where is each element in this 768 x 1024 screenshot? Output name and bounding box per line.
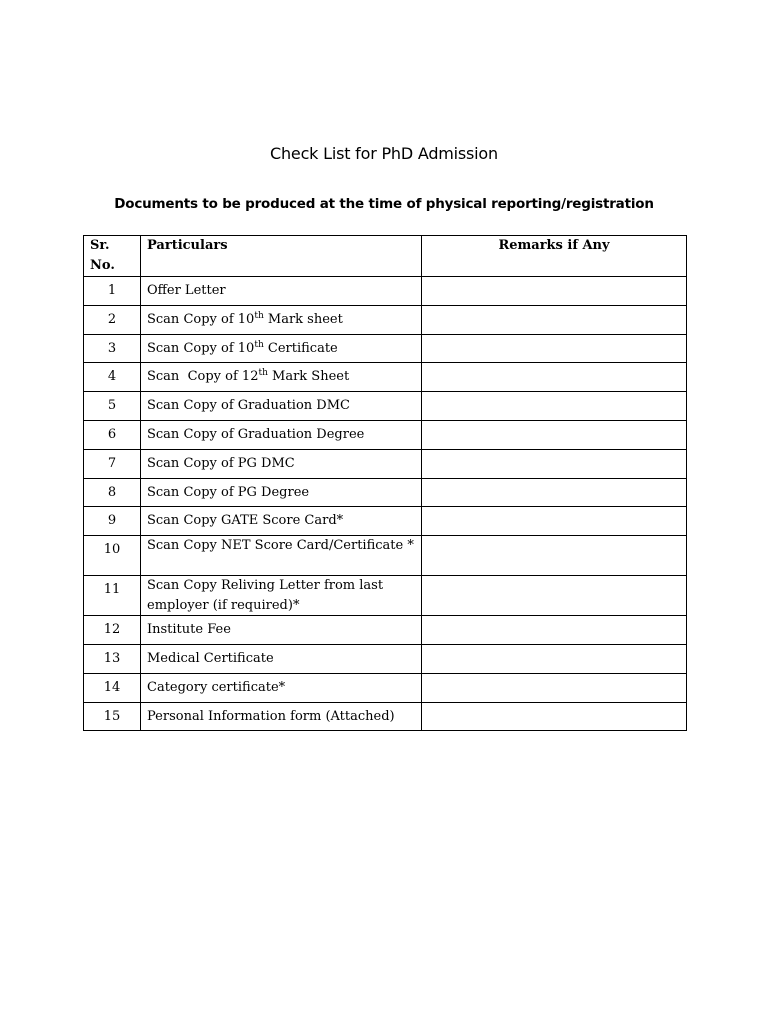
particular-text: Scan Copy of 10	[147, 340, 255, 356]
remarks-cell	[422, 420, 687, 449]
particular-cell	[141, 363, 422, 392]
sr-no-cell: 7	[84, 449, 141, 478]
particular-cell: Scan Copy GATE Score Card*	[141, 507, 422, 536]
remarks-cell	[422, 334, 687, 363]
particular-cell: Scan Copy of Graduation DMC	[141, 392, 422, 421]
sr-no-cell: 10	[84, 536, 141, 576]
particular-cell: Scan Copy NET Score Card/Certificate *	[141, 536, 422, 576]
ordinal-suffix: th	[258, 368, 268, 379]
table-row	[84, 392, 687, 421]
particular-cell: Scan Copy Reliving Letter from last employer (if required)*	[141, 576, 422, 616]
sr-no-cell: 14	[84, 673, 141, 702]
particular-cell: Scan Copy of Graduation Degree	[141, 420, 422, 449]
remarks-cell	[422, 392, 687, 421]
sr-no-cell: 9	[84, 507, 141, 536]
particular-cell: Scan Copy of PG DMC	[141, 449, 422, 478]
particular-cell: Personal Information form (Attached)	[141, 702, 422, 731]
particular-cell	[141, 305, 422, 334]
remarks-cell	[422, 616, 687, 645]
particular-cell	[141, 334, 422, 363]
table-row	[84, 478, 687, 507]
particular-cell: Offer Letter	[141, 277, 422, 306]
sr-no-cell: 6	[84, 420, 141, 449]
table-row	[84, 277, 687, 306]
ordinal-suffix: th	[254, 339, 264, 350]
particular-cell: Medical Certificate	[141, 644, 422, 673]
table-row	[84, 334, 687, 363]
table-row	[84, 673, 687, 702]
particular-cell: Scan Copy of PG Degree	[141, 478, 422, 507]
table-row	[84, 616, 687, 645]
remarks-cell	[422, 449, 687, 478]
remarks-cell	[422, 576, 687, 616]
header-remarks: Remarks if Any	[422, 236, 687, 277]
remarks-cell	[422, 644, 687, 673]
particular-text: Certificate	[263, 340, 338, 356]
ordinal-suffix: th	[254, 310, 264, 321]
table-row	[84, 576, 687, 616]
checklist-table	[83, 235, 687, 731]
sr-no-cell: 4	[84, 363, 141, 392]
remarks-cell	[422, 363, 687, 392]
sr-no-cell: 12	[84, 616, 141, 645]
remarks-cell	[422, 305, 687, 334]
particular-text: Scan Copy of 12	[147, 369, 259, 385]
table-row	[84, 644, 687, 673]
sr-no-cell: 3	[84, 334, 141, 363]
sr-no-cell: 5	[84, 392, 141, 421]
table-row	[84, 305, 687, 334]
particular-text: Scan Copy of 10	[147, 311, 255, 327]
particular-cell: Institute Fee	[141, 616, 422, 645]
particular-text: Mark Sheet	[267, 369, 350, 385]
document-title: Check List for PhD Admission	[270, 144, 498, 163]
remarks-cell	[422, 478, 687, 507]
remarks-cell	[422, 536, 687, 576]
table-row	[84, 420, 687, 449]
table-row	[84, 449, 687, 478]
sr-no-cell: 1	[84, 277, 141, 306]
sr-no-cell: 8	[84, 478, 141, 507]
table-row	[84, 536, 687, 576]
table-header-row	[84, 236, 687, 277]
header-sr-no: Sr. No.	[84, 236, 141, 277]
remarks-cell	[422, 277, 687, 306]
table-row	[84, 702, 687, 731]
remarks-cell	[422, 702, 687, 731]
document-subtitle: Documents to be produced at the time of physical reporting/registration	[114, 196, 654, 212]
particular-cell: Category certificate*	[141, 673, 422, 702]
sr-no-cell: 15	[84, 702, 141, 731]
remarks-cell	[422, 507, 687, 536]
header-particulars: Particulars	[141, 236, 422, 277]
sr-no-cell: 2	[84, 305, 141, 334]
remarks-cell	[422, 673, 687, 702]
particular-text: Mark sheet	[263, 311, 343, 327]
table-row	[84, 363, 687, 392]
sr-no-cell: 11	[84, 576, 141, 616]
table-row	[84, 507, 687, 536]
sr-no-cell: 13	[84, 644, 141, 673]
